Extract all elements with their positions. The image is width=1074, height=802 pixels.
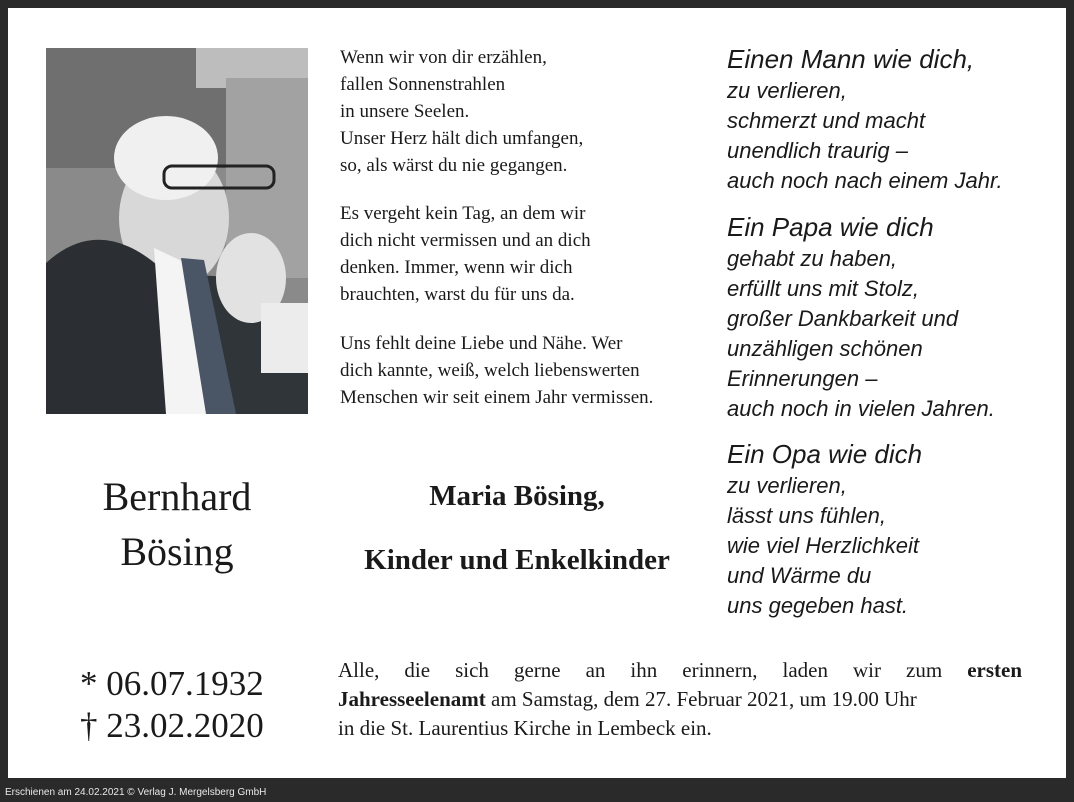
invite-bold: ersten [967, 658, 1023, 682]
verse-opa [727, 437, 1063, 621]
verse-papa [727, 210, 1063, 424]
poem-line: brauchten, warst du für uns da. [340, 284, 575, 305]
birth-date-value: 06.07.1932 [106, 664, 264, 703]
birth-symbol: * [80, 664, 98, 703]
poem-line: dich kannte, weiß, welch liebenswerten [340, 360, 640, 381]
verse-line: schmerzt und macht [727, 108, 926, 133]
poem-stanza-3 [340, 330, 730, 411]
portrait-photo [46, 48, 308, 414]
birth-date [80, 664, 264, 704]
verse-line: zu verlieren, [727, 78, 847, 103]
portrait-illustration [46, 48, 308, 414]
verse-line: lässt uns fühlen, [727, 503, 886, 528]
invite-line-1 [338, 656, 1022, 685]
verse-line: wie viel Herzlichkeit [727, 533, 919, 558]
verse-heading: Ein Papa wie dich [727, 212, 934, 242]
poem-line: Menschen wir seit einem Jahr vermissen. [340, 387, 654, 408]
verse-line: erfüllt uns mit Stolz, [727, 276, 919, 301]
invite-line-2 [338, 685, 1022, 714]
poem-stanza-1 [340, 44, 730, 179]
verse-heading: Einen Mann wie dich, [727, 44, 975, 74]
verse-heading: Ein Opa wie dich [727, 439, 923, 469]
verse-man [727, 42, 1063, 196]
poem-line: Wenn wir von dir erzählen, [340, 47, 547, 68]
death-date-value: 23.02.2020 [106, 706, 264, 745]
verse-line: auch noch nach einem Jahr. [727, 168, 1003, 193]
publication-footer: Erschienen am 24.02.2021 © Verlag J. Mergelsberg GmbH [5, 787, 267, 798]
poem-line: dich nicht vermissen und an dich [340, 230, 591, 251]
verse-line: gehabt zu haben, [727, 246, 898, 271]
cross-symbol: † [80, 706, 98, 745]
invite-text: Alle, die sich gerne an ihn erinnern, laden wir zum [338, 658, 943, 682]
verse-line: uns gegeben hast. [727, 593, 909, 618]
verse-line: unzähligen schönen [727, 336, 923, 361]
verse-line: auch noch in vielen Jahren. [727, 396, 995, 421]
family-line-2: Kinder und Enkelkinder [364, 544, 670, 576]
poem-stanza-2 [340, 200, 730, 308]
poem-line: Unser Herz hält dich umfangen, [340, 128, 584, 149]
verse-line: großer Dankbarkeit und [727, 306, 959, 331]
family-line-1: Maria Bösing, [429, 480, 605, 512]
poem-line: Es vergeht kein Tag, an dem wir [340, 203, 586, 224]
deceased-last-name: Bösing [120, 529, 234, 574]
verse-line: zu verlieren, [727, 473, 847, 498]
obituary-card [8, 8, 1066, 778]
invite-bold: Jahresseelenamt [338, 687, 486, 711]
poem-line: fallen Sonnenstrahlen [340, 74, 506, 95]
verse-line: Erinnerungen – [727, 366, 878, 391]
invite-text: am Samstag, dem 27. Februar 2021, um 19.00 Uhr [491, 687, 917, 711]
verse-line: unendlich traurig – [727, 138, 909, 163]
poem-line: denken. Immer, wenn wir dich [340, 257, 573, 278]
invite-line-3: in die St. Laurentius Kirche in Lembeck ein. [338, 716, 712, 740]
poem-line: in unsere Seelen. [340, 101, 470, 122]
death-date [80, 706, 264, 746]
memorial-invitation [338, 656, 1022, 743]
verse-line: und Wärme du [727, 563, 872, 588]
deceased-first-name: Bernhard [102, 474, 252, 519]
poem-line: so, als wärst du nie gegangen. [340, 155, 568, 176]
poem-line: Uns fehlt deine Liebe und Nähe. Wer [340, 333, 623, 354]
